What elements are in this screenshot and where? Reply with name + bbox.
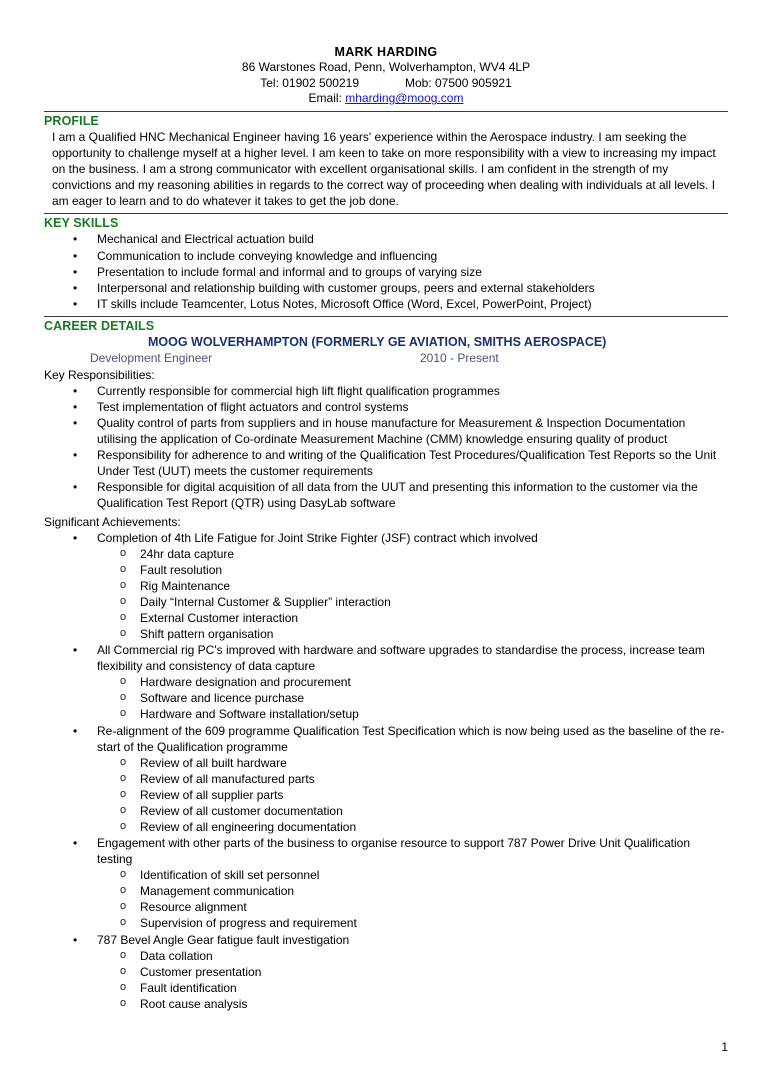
section-heading-career-details: CAREER DETAILS	[44, 318, 155, 333]
job-title: Development Engineer	[90, 350, 213, 365]
page-number: 1	[721, 1040, 728, 1054]
sub-list-item-label: Rig Maintenance	[140, 578, 231, 593]
sub-list	[97, 755, 728, 835]
list-item-label: Test implementation of flight actuators and control systems	[97, 399, 409, 414]
sub-bullet-icon: o	[120, 868, 127, 881]
sub-list-item	[97, 690, 728, 706]
sub-list-item-label: Fault identification	[140, 980, 237, 995]
sub-bullet-icon: o	[120, 771, 127, 784]
bullet-icon: •	[73, 932, 78, 947]
sub-list-item	[97, 803, 728, 819]
sub-list-item	[97, 674, 728, 690]
sub-list-item-label: Management communication	[140, 884, 295, 899]
sub-bullet-icon: o	[120, 610, 127, 623]
sub-list	[97, 867, 728, 931]
list-item	[44, 415, 728, 447]
bullet-icon: •	[73, 530, 78, 545]
sub-list-item	[97, 915, 728, 931]
role-row	[44, 351, 728, 365]
list-item-label: All Commercial rig PC's improved with hardware and software upgrades to standardise the process, increase team flexibility and consistency of data capture	[97, 643, 705, 674]
sub-bullet-icon: o	[120, 900, 127, 913]
achievements-label: Significant Achievements:	[44, 514, 181, 529]
sub-bullet-icon: o	[120, 562, 127, 575]
sub-bullet-icon: o	[120, 675, 127, 688]
list-item	[44, 383, 728, 399]
sub-bullet-icon: o	[120, 948, 127, 961]
sub-list-item-label: Hardware designation and procurement	[140, 675, 351, 690]
sub-bullet-icon: o	[120, 996, 127, 1009]
sub-list-item-label: Root cause analysis	[140, 996, 248, 1011]
bullet-icon: •	[73, 723, 78, 738]
list-item-label: Re-alignment of the 609 programme Qualification Test Specification which is now being used as the baseline of the re-start of the Qualification programme	[97, 723, 725, 754]
bullet-icon: •	[73, 448, 78, 463]
list-item	[44, 264, 728, 280]
document-header	[44, 44, 728, 107]
sub-list-item-label: Hardware and Software installation/setup	[140, 707, 359, 722]
sub-bullet-icon: o	[120, 980, 127, 993]
list-item-label: Communication to include conveying knowledge and influencing	[97, 248, 438, 263]
sub-list-item-label: Resource alignment	[140, 900, 247, 915]
list-item	[44, 280, 728, 296]
sub-bullet-icon: o	[120, 627, 127, 640]
candidate-name: MARK HARDING	[334, 45, 438, 59]
sub-list-item	[97, 755, 728, 771]
bullet-icon: •	[73, 416, 78, 431]
bullet-icon: •	[73, 836, 78, 851]
bullet-icon: •	[73, 248, 78, 263]
sub-bullet-icon: o	[120, 916, 127, 929]
sub-list-item	[97, 883, 728, 899]
responsibilities-label: Key Responsibilities:	[44, 367, 155, 382]
sub-bullet-icon: o	[120, 803, 127, 816]
section-divider-career-details	[44, 316, 728, 317]
sub-list	[97, 674, 728, 722]
list-item	[44, 642, 728, 722]
list-item-label: Completion of 4th Life Fatigue for Joint Strike Fighter (JSF) contract which involved	[97, 530, 538, 545]
sub-bullet-icon: o	[120, 964, 127, 977]
list-item-label: Responsible for digital acquisition of all data from the UUT and presenting this information to the customer via the Qualification Test Report (QTR) using DasyLab software	[97, 480, 698, 511]
candidate-phone-row	[44, 76, 728, 92]
sub-list-item-label: Fault resolution	[140, 562, 223, 577]
list-item	[44, 248, 728, 264]
sub-list-item	[97, 594, 728, 610]
bullet-icon: •	[73, 232, 78, 247]
sub-list-item	[97, 626, 728, 642]
email-label: Email:	[308, 91, 342, 106]
sub-list-item	[97, 787, 728, 803]
sub-list-item-label: Daily “Internal Customer & Supplier” interaction	[140, 594, 391, 609]
section-heading-profile: PROFILE	[44, 114, 99, 129]
list-item-label: Mechanical and Electrical actuation build	[97, 232, 314, 247]
list-item	[44, 296, 728, 312]
sub-list-item	[97, 546, 728, 562]
sub-list-item	[97, 996, 728, 1012]
list-item-label: IT skills include Teamcenter, Lotus Notes, Microsoft Office (Word, Excel, PowerPoint, Project)	[97, 296, 592, 311]
section-divider-profile	[44, 111, 728, 112]
sub-bullet-icon: o	[120, 691, 127, 704]
bullet-icon: •	[73, 383, 78, 398]
list-item	[44, 835, 728, 931]
sub-bullet-icon: o	[120, 707, 127, 720]
sub-list-item	[97, 948, 728, 964]
sub-bullet-icon: o	[120, 578, 127, 591]
sub-list-item-label: Review of all supplier parts	[140, 787, 284, 802]
employer-name: MOOG WOLVERHAMPTON (FORMERLY GE AVIATION, SMITHS AEROSPACE)	[148, 334, 607, 349]
candidate-address: 86 Warstones Road, Penn, Wolverhampton, WV4 4LP	[241, 60, 531, 75]
candidate-mobile: Mob: 07500 905921	[405, 75, 512, 90]
list-item-label: Quality control of parts from suppliers and in house manufacture for Measurement & Inspection Documentation utilising the application of Co-ordinate Measurement Machine (CMM) knowledge ensuring quality of product	[97, 416, 686, 447]
list-item-label: Currently responsible for commercial high lift flight qualification programmes	[97, 383, 500, 398]
profile-text: I am a Qualified HNC Mechanical Engineer having 16 years' experience within the Aerospace industry. I am seeking the opportunity to challenge myself at a higher level. I am keen to take on more responsibility with a view to increasing my impact on the business. I am a strong communicator with excellent organisational skills. I am confident in the strength of my convictions and my reasoning abilities in regards to the correct way of proceeding when dealing with individuals at all levels. I am eager to learn and to do whatever it takes to get the job done.	[52, 130, 716, 209]
sub-list-item-label: 24hr data capture	[140, 546, 235, 561]
bullet-icon: •	[73, 296, 78, 311]
bullet-icon: •	[73, 480, 78, 495]
sub-list-item	[97, 706, 728, 722]
sub-list-item-label: Review of all customer documentation	[140, 803, 343, 818]
sub-bullet-icon: o	[120, 787, 127, 800]
list-item-label: Interpersonal and relationship building with customer groups, peers and external stakeholders	[97, 280, 595, 295]
sub-bullet-icon: o	[120, 884, 127, 897]
list-item-label: Presentation to include formal and informal and to groups of varying size	[97, 264, 482, 279]
list-item	[44, 447, 728, 479]
sub-list-item	[97, 771, 728, 787]
sub-bullet-icon: o	[120, 755, 127, 768]
list-item	[44, 530, 728, 643]
sub-bullet-icon: o	[120, 546, 127, 559]
sub-list-item-label: Software and licence purchase	[140, 691, 305, 706]
bullet-icon: •	[73, 643, 78, 658]
email-link[interactable]: mharding@moog.com	[345, 91, 464, 106]
sub-list-item-label: Identification of skill set personnel	[140, 868, 320, 883]
sub-list-item	[97, 819, 728, 835]
responsibilities-list	[44, 383, 728, 512]
section-heading-key-skills: KEY SKILLS	[44, 216, 119, 231]
sub-list-item-label: External Customer interaction	[140, 610, 299, 625]
sub-list-item-label: Supervision of progress and requirement	[140, 916, 357, 931]
sub-list	[97, 948, 728, 1012]
sub-list-item	[97, 867, 728, 883]
sub-list-item-label: Review of all built hardware	[140, 755, 287, 770]
candidate-email-row	[44, 91, 728, 107]
sub-list-item-label: Customer presentation	[140, 964, 262, 979]
candidate-telephone: Tel: 01902 500219	[260, 75, 359, 90]
sub-list-item	[97, 980, 728, 996]
list-item	[44, 399, 728, 415]
bullet-icon: •	[73, 280, 78, 295]
sub-list-item	[97, 578, 728, 594]
bullet-icon: •	[73, 264, 78, 279]
list-item	[44, 231, 728, 247]
sub-list	[97, 546, 728, 642]
bullet-icon: •	[73, 399, 78, 414]
list-item	[44, 479, 728, 511]
achievements-list	[44, 530, 728, 1012]
sub-list-item	[97, 610, 728, 626]
sub-list-item-label: Data collation	[140, 948, 213, 963]
employment-dates: 2010 - Present	[420, 350, 499, 365]
sub-list-item	[97, 562, 728, 578]
section-divider-key-skills	[44, 213, 728, 214]
sub-bullet-icon: o	[120, 820, 127, 832]
list-item-label: Engagement with other parts of the business to organise resource to support 787 Power Drive Unit Qualification testing	[97, 836, 690, 867]
sub-bullet-icon: o	[120, 594, 127, 607]
sub-list-item-label: Review of all engineering documentation	[140, 820, 357, 834]
list-item	[44, 723, 728, 836]
sub-list-item	[97, 899, 728, 915]
list-item	[44, 932, 728, 1012]
list-item-label: 787 Bevel Angle Gear fatigue fault investigation	[97, 932, 350, 947]
sub-list-item	[97, 964, 728, 980]
key-skills-list	[44, 231, 728, 311]
list-item-label: Responsibility for adherence to and writing of the Qualification Test Procedures/Qualification Test Reports so the Unit Under Test (UUT) meets the customer requirements	[97, 448, 717, 479]
sub-list-item-label: Shift pattern organisation	[140, 627, 274, 642]
sub-list-item-label: Review of all manufactured parts	[140, 771, 315, 786]
